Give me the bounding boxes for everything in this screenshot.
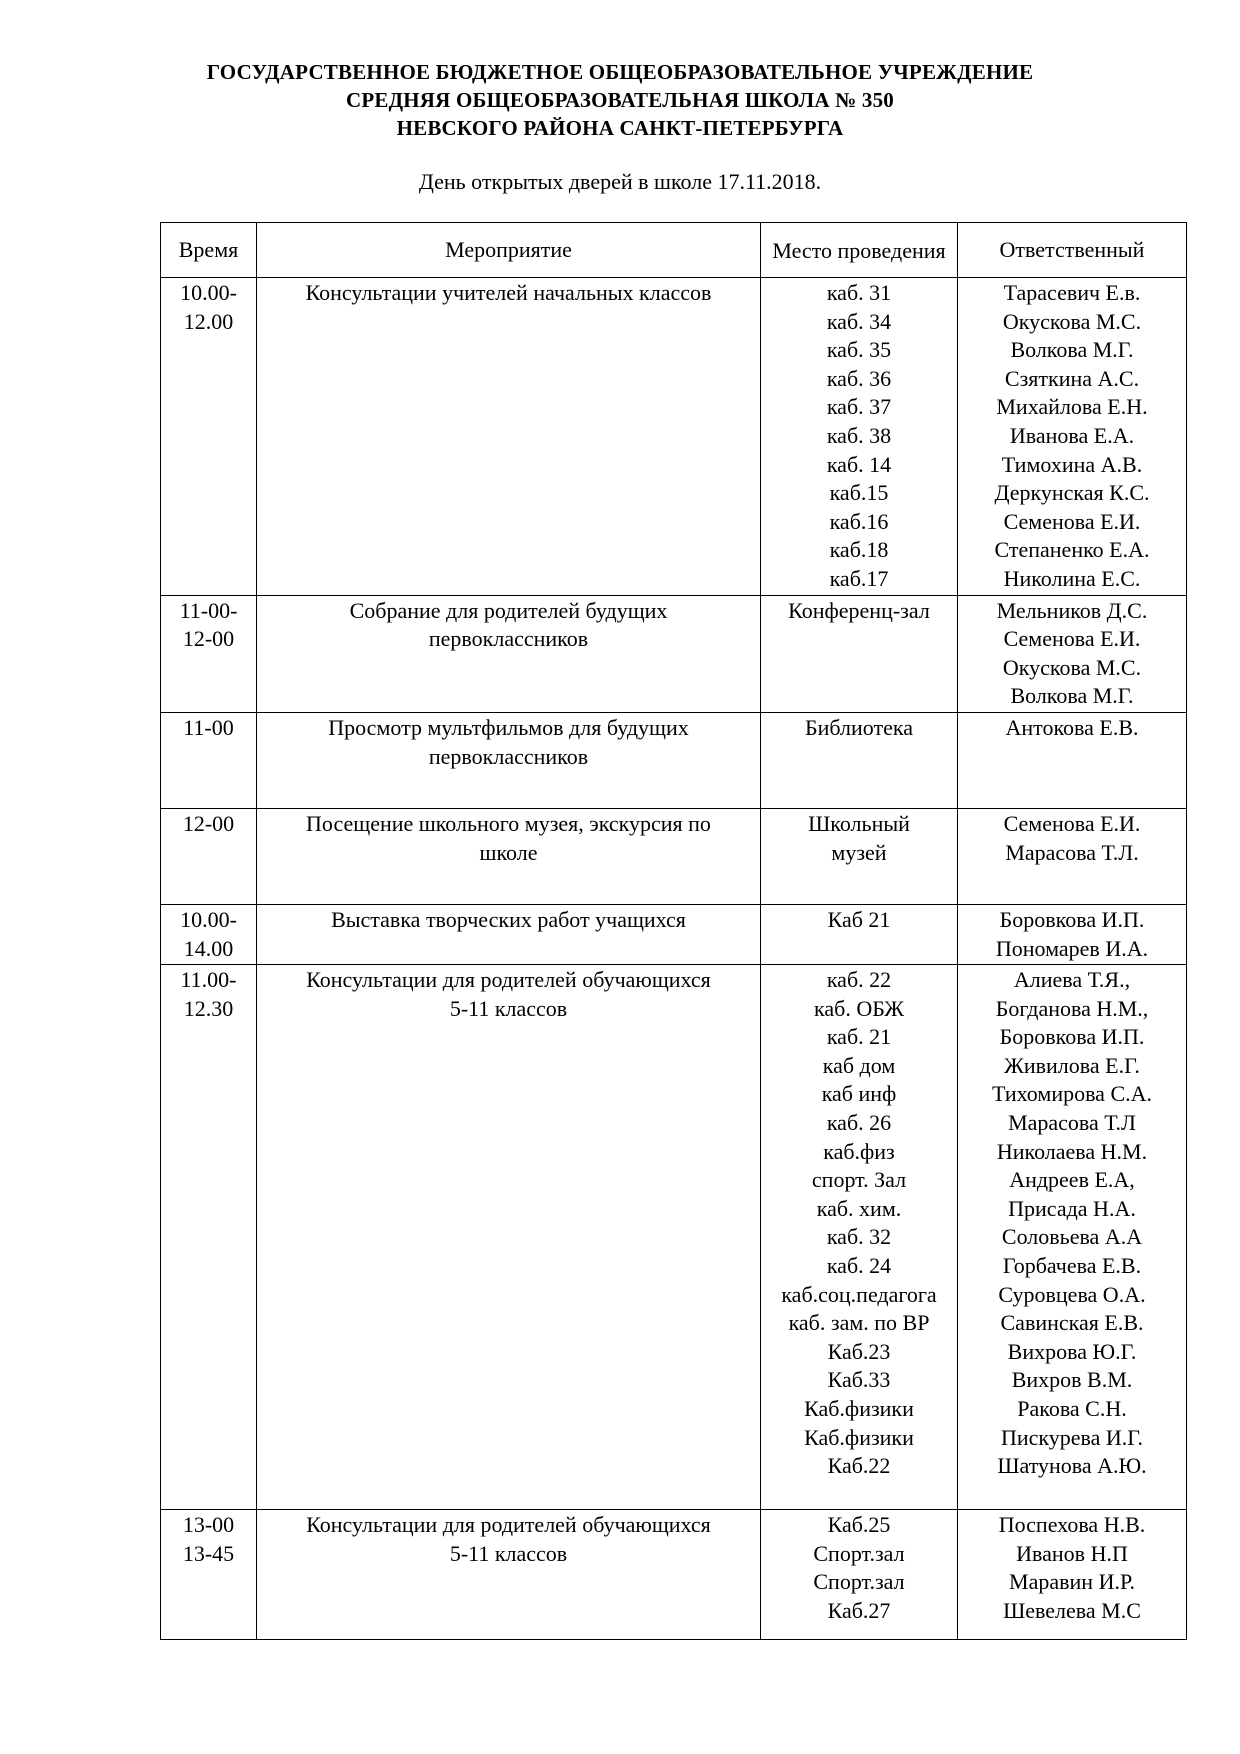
table-row [161, 965, 1187, 1510]
place-cell-line: каб. 34 [826, 308, 892, 334]
responsible-cell-line: Вихров В.М. [1011, 1367, 1133, 1393]
responsible-cell-line: Семенова Е.И. [1003, 810, 1141, 836]
table-row [161, 1510, 1187, 1640]
responsible-cell-line: Алиева Т.Я., [1013, 967, 1131, 993]
time-cell-line: 13-00 [182, 1512, 235, 1538]
time-cell-line: 14.00 [183, 935, 234, 961]
place-cell-line: каб.соц.педагога [781, 1281, 937, 1307]
table-row [161, 712, 1187, 808]
table-row [161, 904, 1187, 964]
place-cell-line: каб инф [821, 1081, 897, 1107]
responsible-cell-line: Ракова С.Н. [1017, 1396, 1127, 1421]
place-cell-line: Библиотека [804, 714, 913, 740]
place-cell-line: Конференц-зал [788, 597, 930, 623]
responsible-cell-line: Боровкова И.П. [999, 906, 1145, 932]
time-cell-line: 12.00 [183, 308, 234, 334]
place-cell-line: Каб 21 [827, 906, 891, 932]
time-cell-line: 13-45 [182, 1540, 235, 1566]
responsible-cell-line: Пономарев И.А. [995, 935, 1149, 961]
place-cell-line: каб. 32 [826, 1224, 892, 1250]
responsible-cell-line: Живилова Е.Г. [1004, 1052, 1140, 1078]
time-cell [161, 808, 257, 904]
event-cell [257, 965, 761, 1510]
responsible-cell-line: Деркунская К.С. [994, 480, 1150, 506]
place-cell-line: каб. зам. по ВР [788, 1310, 930, 1336]
event-cell-line: Собрание для родителей будущих [349, 597, 668, 623]
column-header-time: Время [161, 223, 257, 278]
responsible-cell [958, 808, 1187, 904]
event-cell [257, 1510, 761, 1640]
place-cell-line: каб.15 [829, 480, 889, 506]
responsible-cell [958, 595, 1187, 712]
responsible-cell-line: Пискурева И.Г. [1000, 1424, 1144, 1450]
time-cell [161, 595, 257, 712]
responsible-cell [958, 965, 1187, 1510]
responsible-cell-line: Окускова М.С. [1002, 654, 1142, 680]
place-cell [761, 1510, 958, 1640]
place-cell-line: каб. 35 [826, 337, 892, 363]
time-cell [161, 278, 257, 596]
schedule-body [161, 278, 1187, 1640]
responsible-cell-line: Семенова Е.И. [1003, 508, 1141, 534]
place-cell-line: каб. 21 [826, 1024, 892, 1050]
place-cell-line: Школьный [808, 810, 910, 836]
time-cell-line: 11-00- [179, 597, 238, 623]
document-header [0, 58, 1240, 142]
place-cell-line: Каб.физики [804, 1396, 914, 1421]
responsible-cell-line: Марасова Т.Л. [1005, 839, 1139, 865]
place-cell-line: каб. 31 [826, 280, 892, 305]
table-row [161, 595, 1187, 712]
responsible-cell-line: Мельников Д.С. [996, 597, 1148, 623]
place-cell [761, 808, 958, 904]
event-cell-line: Консультации для родителей обучающихся [306, 1512, 711, 1538]
event-cell-line: 5-11 классов [449, 995, 568, 1021]
place-cell [761, 712, 958, 808]
responsible-cell-line: Андреев Е.А, [1009, 1167, 1135, 1193]
responsible-cell [958, 904, 1187, 964]
responsible-cell-line: Тимохина А.В. [1001, 451, 1143, 477]
responsible-cell-line: Окускова М.С. [1002, 308, 1142, 334]
place-cell-line: Каб.27 [827, 1597, 891, 1623]
place-cell-line: Каб.22 [827, 1453, 891, 1479]
time-cell-line: 10.00- [180, 906, 237, 932]
place-cell-line: каб. ОБЖ [814, 995, 904, 1021]
responsible-cell-line: Марасова Т.Л [1008, 1110, 1136, 1136]
responsible-cell-line: Тихомирова С.А. [991, 1081, 1153, 1107]
place-cell-line: каб. 14 [826, 451, 892, 477]
table-header-row [161, 223, 1187, 278]
place-cell-line: Спорт.зал [813, 1540, 905, 1566]
place-cell-line: каб. 24 [826, 1253, 892, 1279]
place-cell-line: каб. 37 [826, 394, 892, 420]
time-cell [161, 965, 257, 1510]
place-cell [761, 904, 958, 964]
place-cell-line: каб. хим. [816, 1195, 902, 1221]
event-cell-line: Просмотр мультфильмов для будущих [328, 714, 689, 740]
header-line-institution: ГОСУДАРСТВЕННОЕ БЮДЖЕТНОЕ ОБЩЕОБРАЗОВАТЕЛЬНОЕ УЧРЕЖДЕНИЕ [206, 60, 1034, 84]
place-cell-line: каб. 26 [826, 1110, 892, 1136]
place-cell-line: Каб.23 [827, 1338, 891, 1364]
time-cell-line: 10.00- [180, 280, 237, 305]
responsible-cell-line: Шатунова А.Ю. [997, 1453, 1147, 1479]
responsible-cell [958, 278, 1187, 596]
responsible-cell-line: Семенова Е.И. [1003, 626, 1141, 652]
responsible-cell-line: Вихрова Ю.Г. [1007, 1338, 1137, 1364]
responsible-cell-line: Михайлова Е.Н. [996, 394, 1148, 420]
time-cell [161, 904, 257, 964]
responsible-cell-line: Сзяткина А.С. [1004, 365, 1140, 391]
header-line-school: СРЕДНЯЯ ОБЩЕОБРАЗОВАТЕЛЬНАЯ ШКОЛА № 350 [345, 88, 895, 112]
responsible-cell-line: Николина Е.С. [1003, 565, 1141, 591]
place-cell-line: каб. 22 [826, 967, 892, 993]
responsible-cell [958, 712, 1187, 808]
place-cell [761, 595, 958, 712]
place-cell-line: каб.18 [829, 537, 889, 563]
event-cell-line: Посещение школьного музея, экскурсия по [306, 810, 711, 836]
responsible-cell [958, 1510, 1187, 1640]
responsible-cell-line: Иванов Н.П [1016, 1540, 1128, 1566]
time-cell-line: 12.30 [183, 995, 234, 1021]
place-cell [761, 965, 958, 1510]
event-cell-line: 5-11 классов [449, 1540, 568, 1566]
responsible-cell-line: Соловьева А.А [1001, 1224, 1143, 1250]
event-cell [257, 595, 761, 712]
responsible-cell-line: Горбачева Е.В. [1002, 1253, 1142, 1279]
schedule-table [160, 222, 1187, 1640]
table-row [161, 278, 1187, 596]
event-cell [257, 904, 761, 964]
place-cell-line: каб.физ [823, 1138, 895, 1164]
responsible-cell-line: Волкова М.Г. [1010, 683, 1134, 709]
column-header-responsible: Ответственный [958, 223, 1187, 278]
column-header-place-label: Место проведения [772, 237, 946, 263]
responsible-cell-line: Антокова Е.В. [1005, 714, 1139, 740]
column-header-place [761, 223, 958, 278]
time-cell-line: 12-00 [182, 626, 235, 652]
event-cell [257, 808, 761, 904]
responsible-cell-line: Степаненко Е.А. [994, 537, 1150, 563]
place-cell-line: каб.16 [829, 508, 889, 534]
event-cell-line: первоклассников [428, 743, 589, 769]
responsible-cell-line: Савинская Е.В. [1000, 1310, 1144, 1336]
place-cell-line: Каб.33 [827, 1367, 891, 1393]
responsible-cell-line: Тарасевич Е.в. [1003, 280, 1141, 305]
responsible-cell-line: Шевелева М.С [1003, 1597, 1141, 1623]
time-cell-line: 11.00- [180, 967, 237, 993]
time-cell [161, 1510, 257, 1640]
event-cell-line: Выставка творческих работ учащихся [331, 906, 686, 932]
place-cell-line: каб. 36 [826, 365, 892, 391]
event-cell [257, 278, 761, 596]
place-cell [761, 278, 958, 596]
event-cell-line: первоклассников [428, 626, 589, 652]
time-cell-line: 11-00 [183, 714, 234, 740]
place-cell-line: каб. 38 [826, 422, 892, 448]
responsible-cell-line: Богданова Н.М., [995, 995, 1149, 1021]
place-cell-line: спорт. Зал [811, 1167, 907, 1193]
responsible-cell-line: Боровкова И.П. [999, 1024, 1145, 1050]
event-cell-line: школе [479, 839, 538, 865]
time-cell [161, 712, 257, 808]
column-header-event: Мероприятие [257, 223, 761, 278]
time-cell-line: 12-00 [182, 810, 235, 836]
table-row [161, 808, 1187, 904]
place-cell-line: музей [831, 839, 887, 865]
document-subtitle: День открытых дверей в школе 17.11.2018. [418, 169, 822, 194]
place-cell-line: Спорт.зал [813, 1569, 905, 1595]
header-line-district: НЕВСКОГО РАЙОНА САНКТ-ПЕТЕРБУРГА [396, 116, 844, 140]
responsible-cell-line: Поспехова Н.В. [998, 1512, 1146, 1538]
place-cell-line: каб.17 [829, 565, 889, 591]
responsible-cell-line: Присада Н.А. [1008, 1195, 1136, 1221]
place-cell-line: каб дом [822, 1052, 896, 1078]
event-cell-line: Консультации для родителей обучающихся [306, 967, 711, 993]
responsible-cell-line: Иванова Е.А. [1009, 422, 1135, 448]
event-cell-line: Консультации учителей начальных классов [305, 280, 712, 305]
responsible-cell-line: Суровцева О.А. [998, 1281, 1146, 1307]
event-cell [257, 712, 761, 808]
responsible-cell-line: Маравин И.Р. [1009, 1569, 1135, 1595]
responsible-cell-line: Волкова М.Г. [1010, 337, 1134, 363]
place-cell-line: Каб.физики [804, 1424, 914, 1450]
responsible-cell-line: Николаева Н.М. [996, 1138, 1148, 1164]
place-cell-line: Каб.25 [827, 1512, 891, 1538]
